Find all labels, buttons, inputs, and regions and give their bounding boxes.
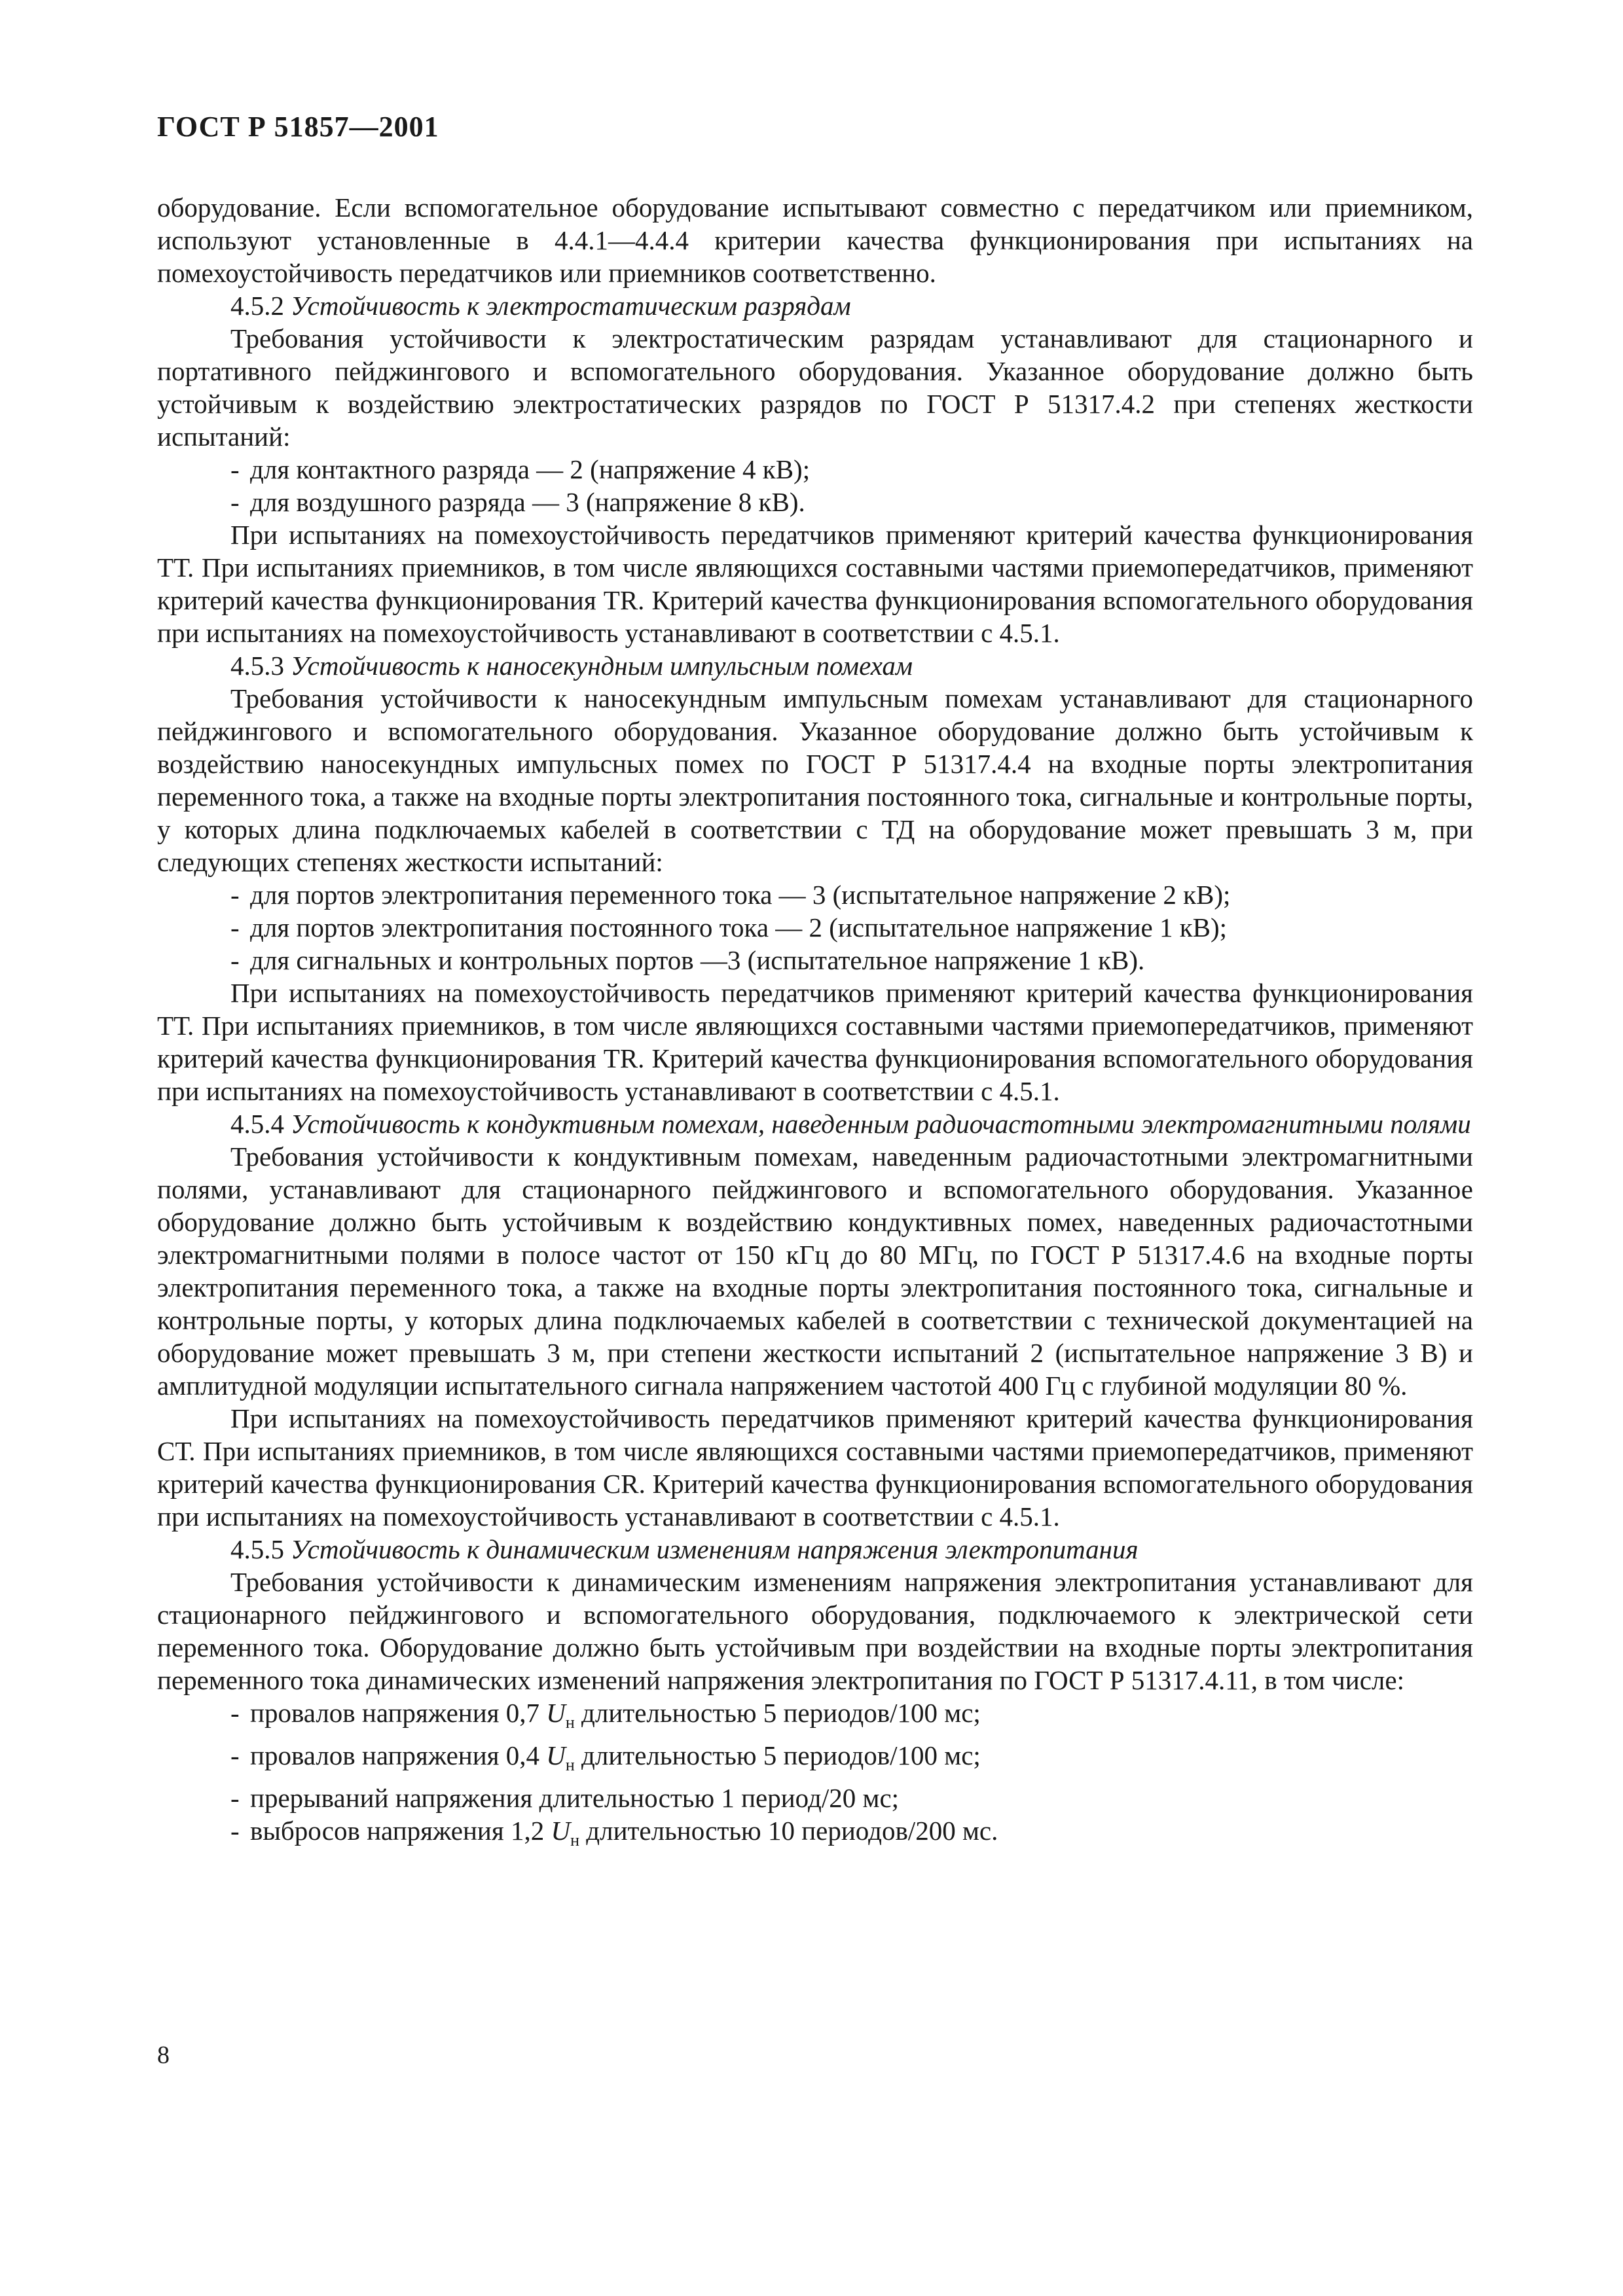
section-heading [230, 649, 1473, 682]
section-heading [230, 1533, 1473, 1566]
list-item: - провалов напряжения 0,4 $U_н$ длительностью 5 периодов/100 мс; [230, 1740, 981, 1775]
list-item: - для портов электропитания переменного тока — 3 (испытательное напряжение 2 кВ); [230, 880, 1231, 910]
list-item-text: для воздушного разряда — 3 (напряжение 8 кВ). [250, 487, 805, 517]
paragraph: Требования устойчивости к кондуктивным помехам, наведенным радиочастотными электромагнитными полями, устанавливают для стационарного пейджингового и вспомогательного оборудования. Указанное оборудование должно быть устойчивым к воздействию кондуктивных помех, наведенных радиочастотными электромагнитными полями в полосе частот от 150 кГц до 80 МГц, по ГОСТ Р 51317.4.6 на входные порты электропитания переменного тока, а также на входные порты электропитания постоянного тока, сигнальные и контрольные порты, у которых длина подключаемых кабелей в соответствии с технической документацией на оборудование может превышать 3 м, при степени жесткости испытаний 2 (испытательное напряжение 3 В) и амплитудной модуляции испытательного сигнала напряжением частотой 400 Гц с глубиной модуляции 80 %. [157, 1141, 1473, 1401]
list-item-text: для портов электропитания постоянного тока — 2 (испытательное напряжение 1 кВ); [250, 912, 1228, 942]
list-item-post: длительностью 5 периодов/100 мс; [574, 1698, 981, 1728]
section-number: 4.5.5 [230, 1534, 284, 1564]
list-item-text: для контактного разряда — 2 (напряжение 4 кВ); [250, 454, 811, 484]
section-number: 4.5.4 [230, 1109, 284, 1139]
section-title: Устойчивость к электростатическим разрядам [291, 291, 851, 321]
list-item-post: длительностью 5 периодов/100 мс; [574, 1740, 981, 1771]
paragraph: При испытаниях на помехоустойчивость передатчиков применяют критерий качества функционирования ТТ. При испытаниях приемников, в том числе являющихся составными частями приемопередатчиков, применяют критерий качества функционирования TR. Критерий качества функционирования вспомогательного оборудования при испытаниях на помехоустойчивость устанавливают в соответствии с 4.5.1. [157, 520, 1473, 648]
paragraph: Требования устойчивости к электростатическим разрядам устанавливают для стационарного и портативного пейджингового и вспомогательного оборудования. Указанное оборудование должно быть устойчивым к воздействию электростатических разрядов по ГОСТ Р 51317.4.2 при степенях жесткости испытаний: [157, 323, 1473, 452]
document-body [157, 191, 1473, 1857]
paragraph: оборудование. Если вспомогательное оборудование испытывают совместно с передатчиком или приемником, используют установленные в 4.4.1—4.4.4 критерии качества функционирования при испытаниях на помехоустойчивость передатчиков или приемников соответственно. [157, 192, 1473, 288]
list-item: - провалов напряжения 0,7 $U_н$ длительностью 5 периодов/100 мс; [230, 1698, 981, 1732]
list-item-text: для портов электропитания переменного тока — 3 (испытательное напряжение 2 кВ); [250, 880, 1231, 910]
document-header: ГОСТ Р 51857—2001 [157, 111, 439, 143]
voltage-symbol: $U_н$ [546, 1698, 575, 1732]
list-item-text: для сигнальных и контрольных портов —3 (испытательное напряжение 1 кВ). [250, 945, 1145, 975]
voltage-symbol: $U_н$ [546, 1740, 575, 1775]
section-number: 4.5.2 [230, 291, 284, 321]
paragraph: Требования устойчивости к наносекундным импульсным помехам устанавливают для стационарного пейджингового и вспомогательного оборудования. Указанное оборудование должно быть устойчивым к воздействию наносекундных импульсных помех по ГОСТ Р 51317.4.4 на входные порты электропитания переменного тока, а также на входные порты электропитания постоянного тока, сигнальные и контрольные порты, у которых длина подключаемых кабелей в соответствии с ТД на оборудование может превышать 3 м, при следующих степенях жесткости испытаний: [157, 683, 1473, 877]
list-item: - прерываний напряжения длительностью 1 период/20 мс; [230, 1783, 900, 1814]
list-item-pre: провалов напряжения 0,4 [250, 1740, 547, 1771]
list-item-post: длительностью 10 периодов/200 мс. [579, 1816, 998, 1846]
section-title: Устойчивость к наносекундным импульсным помехам [291, 651, 913, 681]
voltage-symbol: $U_н$ [551, 1816, 579, 1850]
paragraph: При испытаниях на помехоустойчивость передатчиков применяют критерий качества функционирования ТТ. При испытаниях приемников, в том числе являющихся составными частями приемопередатчиков, применяют критерий качества функционирования TR. Критерий качества функционирования вспомогательного оборудования при испытаниях на помехоустойчивость устанавливают в соответствии с 4.5.1. [157, 978, 1473, 1106]
list-item-pre: прерываний напряжения длительностью 1 период/20 мс; [250, 1783, 900, 1814]
section-title: Устойчивость к кондуктивным помехам, наведенным радиочастотными электромагнитными полями [291, 1109, 1471, 1139]
list-item: - выбросов напряжения 1,2 $U_н$ длительностью 10 периодов/200 мс. [230, 1816, 998, 1850]
section-heading [230, 289, 1473, 322]
section-number: 4.5.3 [230, 651, 284, 681]
list-item-pre: провалов напряжения 0,7 [250, 1698, 547, 1728]
page-number: 8 [157, 2041, 170, 2069]
paragraph: При испытаниях на помехоустойчивость передатчиков применяют критерий качества функционирования СТ. При испытаниях приемников, в том числе являющихся составными частями приемопередатчиков, применяют критерий качества функционирования CR. Критерий качества функционирования вспомогательного оборудования при испытаниях на помехоустойчивость устанавливают в соответствии с 4.5.1. [157, 1403, 1473, 1532]
paragraph: Требования устойчивости к динамическим изменениям напряжения электропитания устанавливают для стационарного пейджингового и вспомогательного оборудования, подключаемого к электрической сети переменного тока. Оборудование должно быть устойчивым при воздействии на входные порты электропитания переменного тока динамических изменений напряжения электропитания по ГОСТ Р 51317.4.11, в том числе: [157, 1567, 1473, 1695]
list-item: - для воздушного разряда — 3 (напряжение 8 кВ). [230, 487, 805, 517]
list-item: - для портов электропитания постоянного тока — 2 (испытательное напряжение 1 кВ); [230, 912, 1228, 942]
list-item-pre: выбросов напряжения 1,2 [250, 1816, 551, 1846]
section-heading [157, 1107, 1473, 1140]
list-item: - для сигнальных и контрольных портов —3 (испытательное напряжение 1 кВ). [230, 945, 1145, 975]
list-item: - для контактного разряда — 2 (напряжение 4 кВ); [230, 454, 811, 484]
section-title: Устойчивость к динамическим изменениям напряжения электропитания [291, 1534, 1139, 1564]
